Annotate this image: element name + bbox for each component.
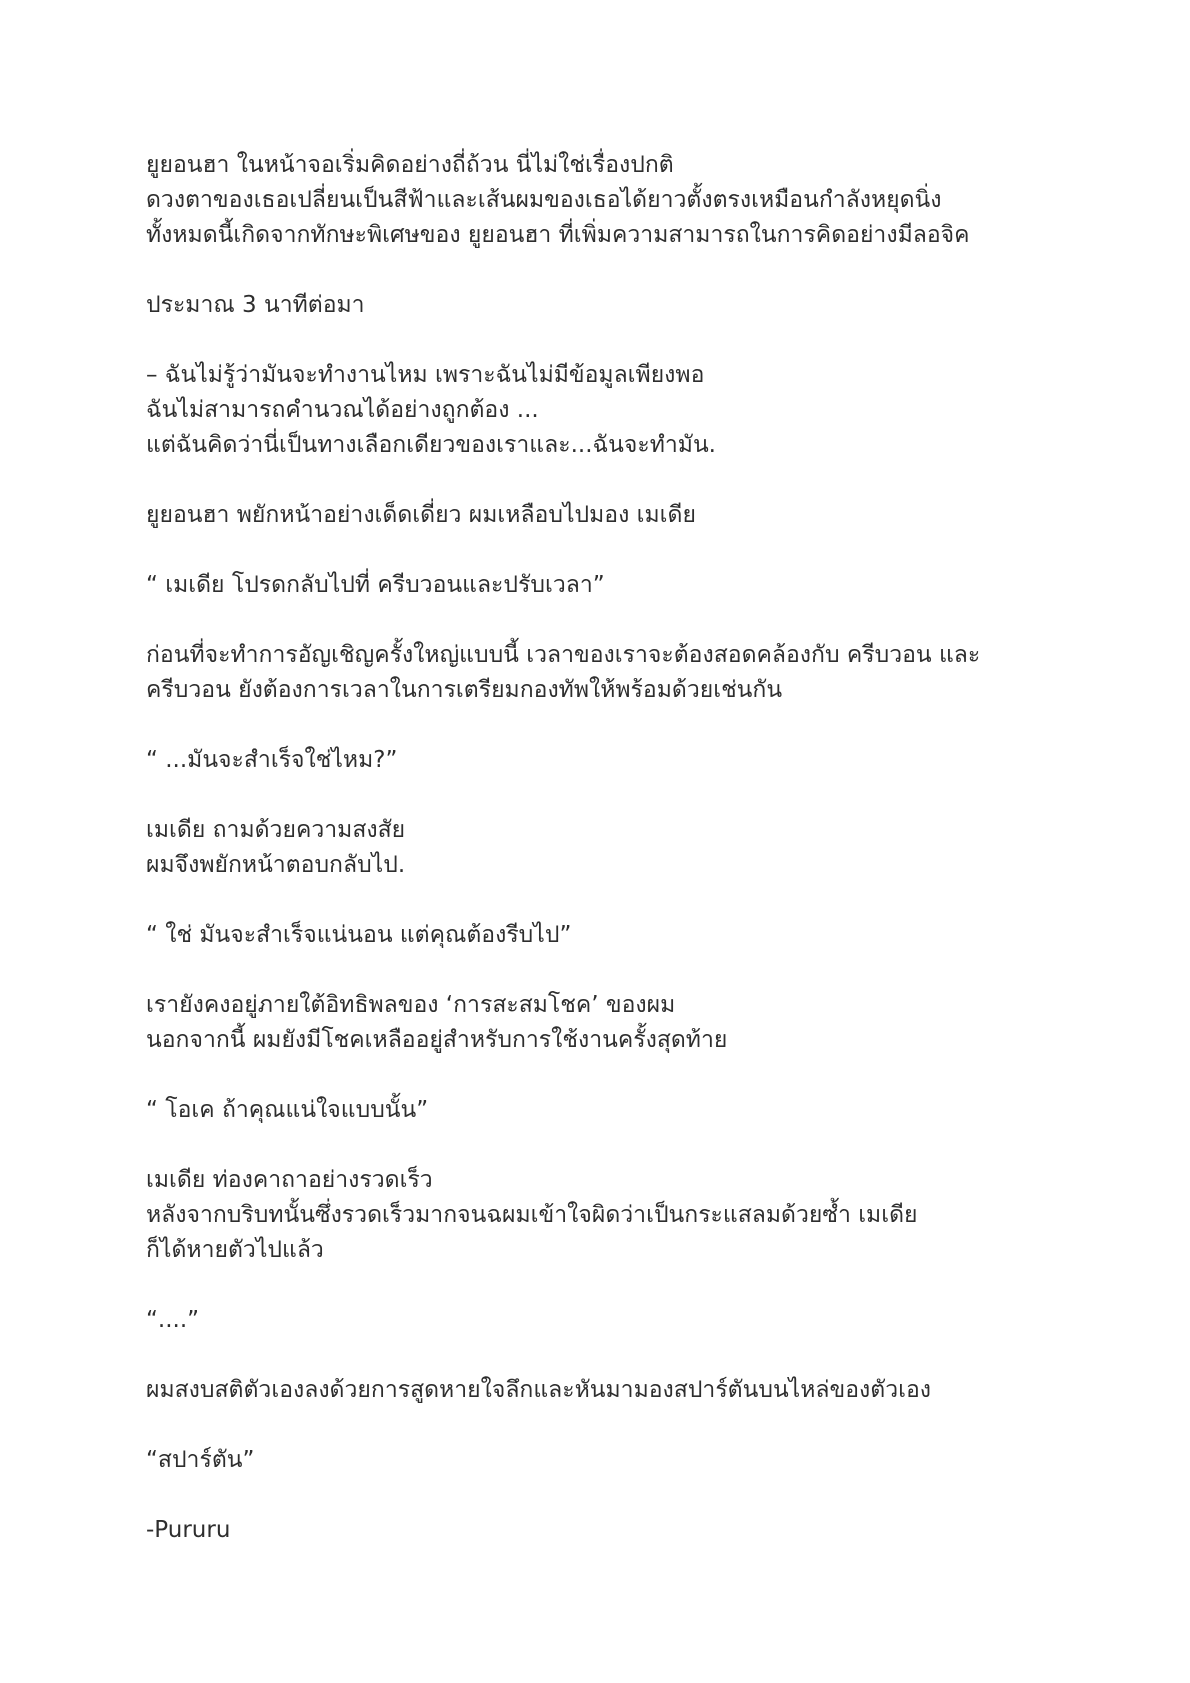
text-line: แต่ฉันคิดว่านี่เป็นทางเลือกเดียวของเราและ...ฉันจะทำมัน.	[146, 432, 716, 458]
paragraph	[146, 638, 1070, 708]
paragraph	[146, 1513, 1070, 1548]
paragraph	[146, 1303, 1070, 1338]
paragraph	[146, 1373, 1070, 1408]
text-line: “ ...มันจะสำเร็จใช่ไหม?”	[146, 747, 398, 773]
document-body	[146, 148, 1070, 1548]
paragraph	[146, 148, 1070, 253]
text-line: ก่อนที่จะทำการอัญเชิญครั้งใหญ่แบบนี้ เวลาของเราจะต้องสอดคล้องกับ ครีบวอน และ	[146, 642, 981, 668]
text-line: ทั้งหมดนี้เกิดจากทักษะพิเศษของ ยูยอนฮา ที่เพิ่มความสามารถในการคิดอย่างมีลอจิค	[146, 222, 970, 248]
text-line: “ โอเค ถ้าคุณแน่ใจแบบนั้น”	[146, 1097, 429, 1123]
text-line: ก็ได้หายตัวไปแล้ว	[146, 1237, 324, 1263]
paragraph	[146, 813, 1070, 883]
paragraph	[146, 568, 1070, 603]
paragraph	[146, 498, 1070, 533]
text-line: – ฉันไม่รู้ว่ามันจะทำงานไหม เพราะฉันไม่มีข้อมูลเพียงพอ	[146, 362, 705, 388]
text-line: หลังจากบริบทนั้นซึ่งรวดเร็วมากจนฉผมเข้าใจผิดว่าเป็นกระแสลมด้วยซ้ำ เมเดีย	[146, 1202, 918, 1228]
paragraph	[146, 358, 1070, 463]
text-line: ประมาณ 3 นาทีต่อมา	[146, 292, 365, 318]
paragraph	[146, 918, 1070, 953]
text-line: “ ใช่ มันจะสำเร็จแน่นอน แต่คุณต้องรีบไป”	[146, 922, 572, 948]
text-line: ผมสงบสติตัวเองลงด้วยการสูดหายใจลึกและหันมามองสปาร์ตันบนไหล่ของตัวเอง	[146, 1377, 932, 1403]
text-line: นอกจากนี้ ผมยังมีโชคเหลืออยู่สำหรับการใช้งานครั้งสุดท้าย	[146, 1027, 728, 1053]
text-line: ยูยอนฮา พยักหน้าอย่างเด็ดเดี่ยว ผมเหลือบไปมอง เมเดีย	[146, 502, 696, 528]
text-line: ฉันไม่สามารถคำนวณได้อย่างถูกต้อง ...	[146, 397, 539, 423]
paragraph	[146, 743, 1070, 778]
text-line: ยูยอนฮา ในหน้าจอเริ่มคิดอย่างถี่ถ้วน นี่ไม่ใช่เรื่องปกติ	[146, 152, 674, 178]
text-line: “สปาร์ตัน”	[146, 1447, 255, 1473]
paragraph	[146, 988, 1070, 1058]
text-line: เรายังคงอยู่ภายใต้อิทธิพลของ ‘การสะสมโชค’ ของผม	[146, 992, 676, 1018]
paragraph	[146, 1093, 1070, 1128]
text-line: “....”	[146, 1307, 200, 1333]
text-line: ครีบวอน ยังต้องการเวลาในการเตรียมกองทัพให้พร้อมด้วยเช่นกัน	[146, 677, 783, 703]
text-line: เมเดีย ถามด้วยความสงสัย	[146, 817, 406, 843]
paragraph	[146, 1163, 1070, 1268]
text-line: -Pururu	[146, 1517, 231, 1543]
paragraph	[146, 1443, 1070, 1478]
paragraph	[146, 288, 1070, 323]
text-line: ดวงตาของเธอเปลี่ยนเป็นสีฟ้าและเส้นผมของเธอได้ยาวตั้งตรงเหมือนกำลังหยุดนิ่ง	[146, 187, 942, 213]
text-line: “ เมเดีย โปรดกลับไปที่ ครีบวอนและปรับเวลา”	[146, 572, 605, 598]
text-line: ผมจึงพยักหน้าตอบกลับไป.	[146, 852, 406, 878]
text-line: เมเดีย ท่องคาถาอย่างรวดเร็ว	[146, 1167, 433, 1193]
